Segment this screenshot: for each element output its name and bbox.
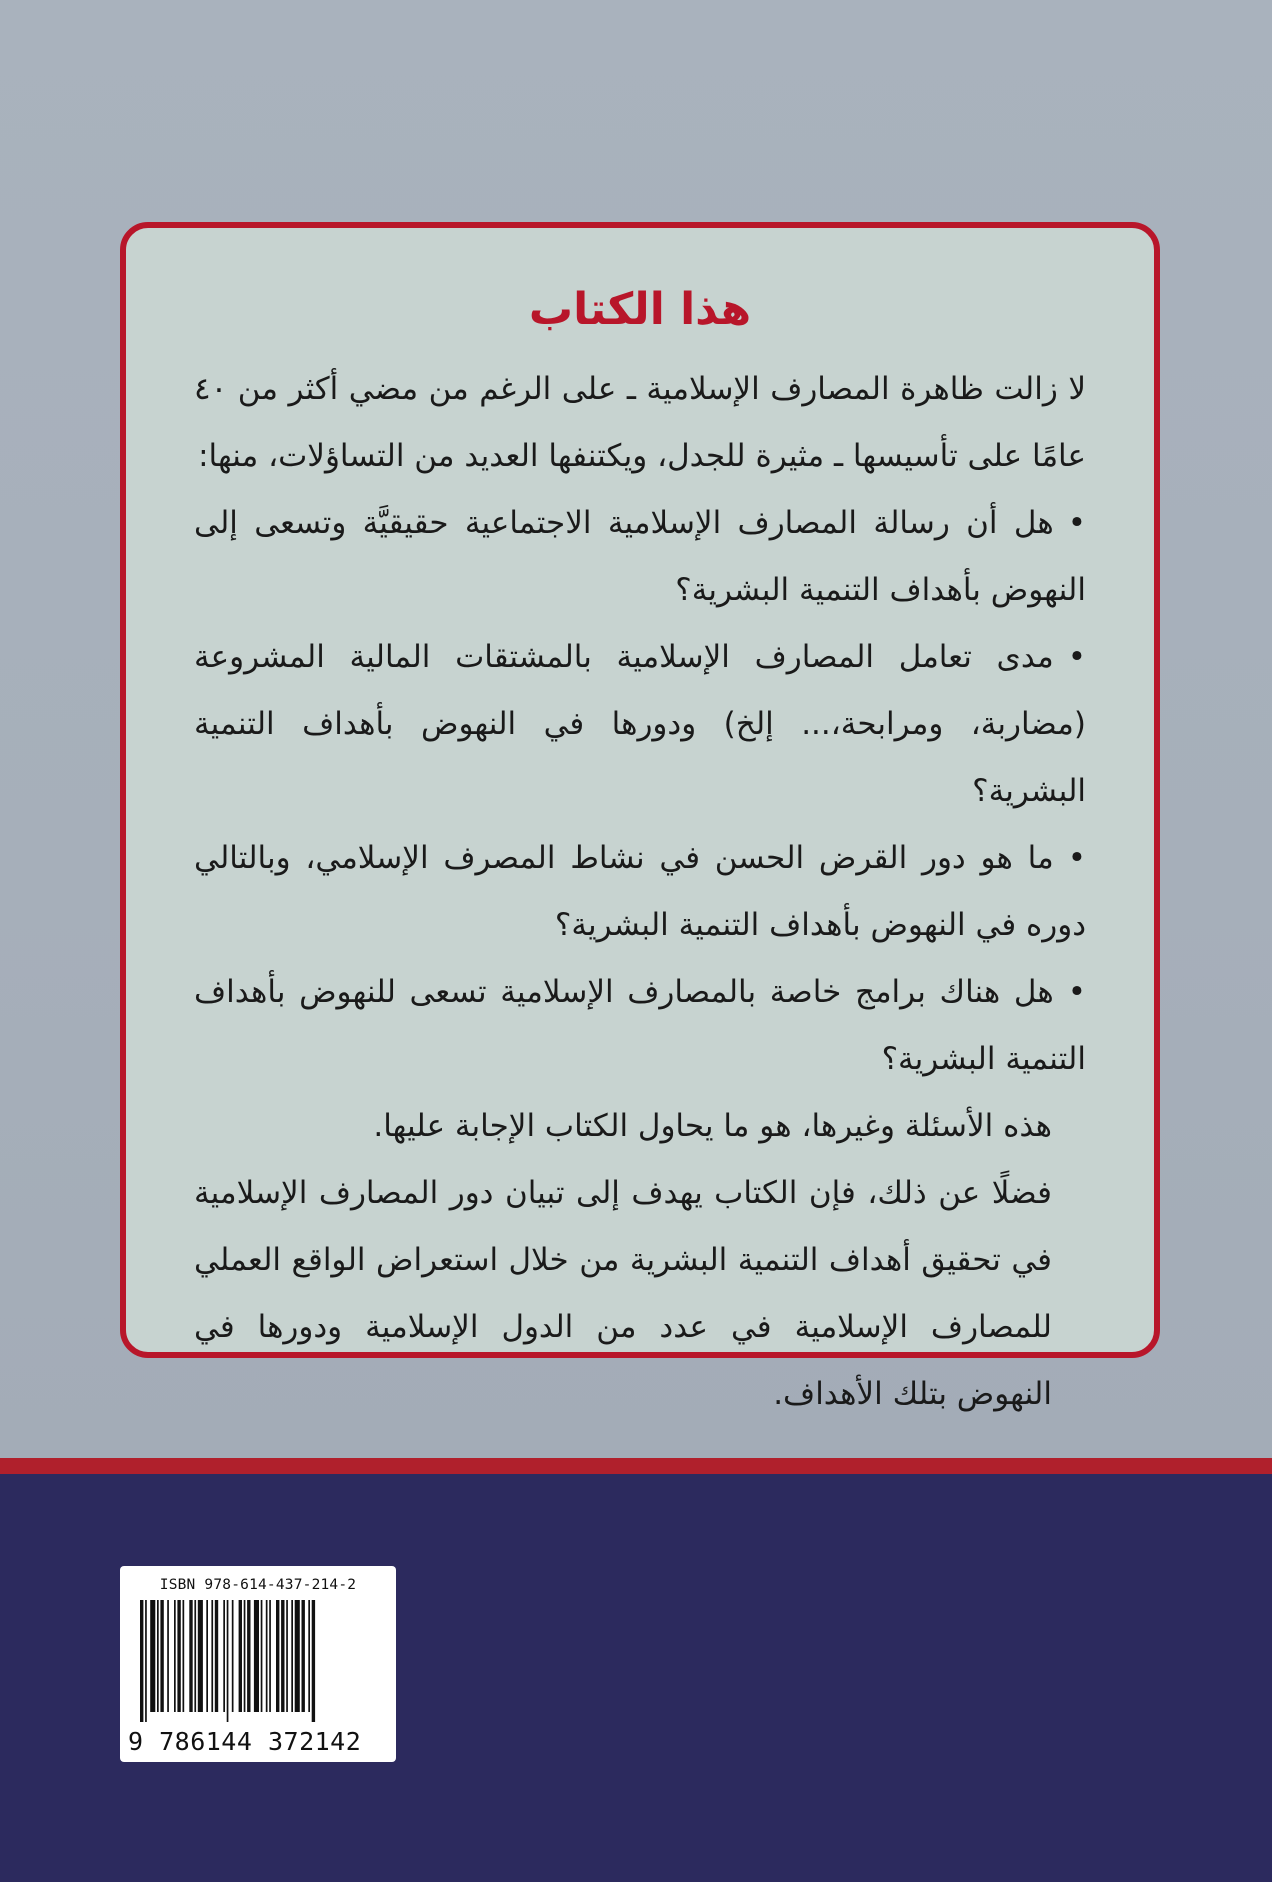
barcode-bar [286,1600,288,1712]
barcode-bar [247,1600,250,1712]
barcode-bar [254,1600,259,1712]
intro-paragraph: لا زالت ظاهرة المصارف الإسلامية ـ على الرغم من مضي أكثر من ٤٠ عامًا على تأسيسها ـ مثيرة للجدل، ويكتنفها العديد من التساؤلات، منها: [194,371,1086,474]
question-text: مدى تعامل المصارف الإسلامية بالمشتقات المالية المشروعة (مضاربة، ومرابحة،... إلخ) ودورها في النهوض بأهداف التنمية البشرية؟ [194,639,1086,809]
barcode-bar [150,1600,155,1712]
bullet-icon: • [1067,505,1086,541]
barcode-bar [291,1600,293,1712]
isbn-number: ISBN 978-614-437-214-2 [159,1577,357,1593]
barcode-bar [174,1600,176,1712]
barcode-bar [215,1600,218,1712]
barcode-bar [261,1600,263,1712]
closing-paragraph-1: هذه الأسئلة وغيرها، هو ما يحاول الكتاب الإجابة عليها. [373,1108,1052,1144]
barcode-bar [281,1600,284,1712]
barcode-digits: 9 786144 372142 [128,1727,362,1756]
barcode-icon [134,1600,382,1722]
red-divider [0,1458,1272,1474]
barcode-bar [276,1600,279,1712]
barcode-bar [189,1600,192,1712]
question-text: ما هو دور القرض الحسن في نشاط المصرف الإسلامي، وبالتالي دوره في النهوض بأهداف التنمية البشرية؟ [194,840,1086,943]
bullet-icon: • [1067,974,1086,1010]
questions-list [194,490,1086,1093]
barcode-bar [232,1600,234,1712]
isbn-barcode-label [120,1566,396,1762]
barcode-bar [198,1600,203,1712]
barcode-bar [269,1600,271,1712]
barcode-bar [312,1600,315,1722]
barcode-bar [183,1600,185,1712]
barcode-bar [266,1600,268,1712]
panel-title: هذا الكتاب [528,284,752,335]
barcode-bar [308,1600,310,1712]
barcode-bar [302,1600,305,1712]
barcode-bar [227,1600,229,1722]
barcode-bar [244,1600,246,1712]
barcode-bar [211,1600,213,1712]
question-item [194,490,1086,624]
barcode-bar [206,1600,208,1712]
barcode-bar [160,1600,163,1712]
barcode-bar [167,1600,169,1712]
question-text: هل هناك برامج خاصة بالمصارف الإسلامية تسعى للنهوض بأهداف التنمية البشرية؟ [194,974,1086,1077]
bullet-icon: • [1067,639,1086,675]
question-text: هل أن رسالة المصارف الإسلامية الاجتماعية حقيقيَّة وتسعى إلى النهوض بأهداف التنمية البشرية؟ [194,505,1086,608]
barcode-bar [194,1600,196,1712]
barcode-bar [145,1600,147,1722]
blurb-panel [120,222,1160,1412]
barcode-bar [177,1600,180,1712]
question-item [194,624,1086,825]
question-item [194,825,1086,959]
barcode-bar [157,1600,159,1712]
barcode-bar [223,1600,225,1712]
closing-paragraph-2: فضلًا عن ذلك، فإن الكتاب يهدف إلى تبيان دور المصارف الإسلامية في تحقيق أهداف التنمية البشرية من خلال استعراض الواقع العملي للمصارف الإسلامية في عدد من الدول الإسلامية ودورها في النهوض بتلك الأهداف. [194,1175,1052,1412]
bullet-icon: • [1067,840,1086,876]
barcode-bar [295,1600,300,1712]
question-item [194,959,1086,1093]
barcode-bar [140,1600,143,1722]
barcode-bar [239,1600,242,1712]
